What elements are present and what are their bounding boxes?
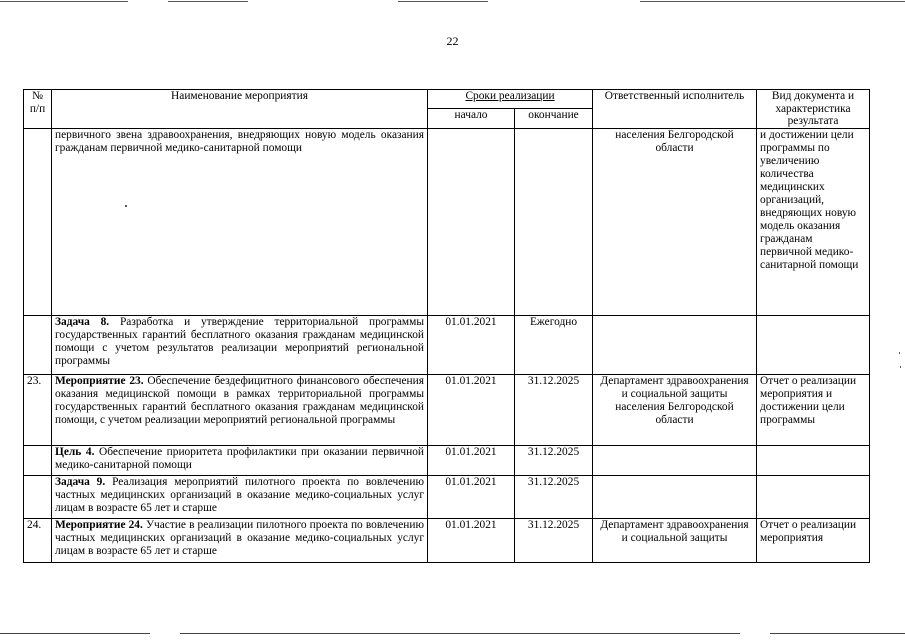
row-event-name: Задача 8. Разработка и утверждение территориальной программы государственных гарантий бесплатного оказания гражданам медицинской помощи с учетом результатов реализации мероприятий региональной программы bbox=[52, 315, 428, 374]
scan-speck bbox=[900, 366, 901, 368]
scan-edge-bottom bbox=[0, 632, 905, 635]
scan-edge-top bbox=[0, 0, 905, 3]
row-responsible bbox=[593, 315, 757, 374]
page-number: 22 bbox=[446, 34, 459, 48]
row-event-name: Мероприятие 23. Обеспечение бездефицитного финансового обеспечения оказания медицинской помощи в рамках территориальной программы государственных гарантий бесплатного оказания гражданам медицинской помощи, с учетом реализации мероприятий региональной программы bbox=[52, 374, 428, 445]
row-end-date bbox=[515, 128, 593, 315]
row-end-date: 31.12.2025 bbox=[515, 374, 593, 445]
row-event-name: первичного звена здравоохранения, внедряющих новую модель оказания гражданам первичной медико-санитарной помощи bbox=[52, 128, 428, 315]
row-document bbox=[757, 445, 870, 475]
row-number bbox=[24, 128, 52, 315]
table-row bbox=[24, 315, 870, 374]
header-event-name: Наименование мероприятия bbox=[52, 90, 428, 129]
table-row bbox=[24, 518, 870, 562]
scan-speck bbox=[125, 205, 127, 207]
header-end: окончание bbox=[515, 109, 593, 128]
row-end-date: 31.12.2025 bbox=[515, 445, 593, 475]
table-row bbox=[24, 374, 870, 445]
row-end-date: Ежегодно bbox=[515, 315, 593, 374]
header-start: начало bbox=[428, 109, 515, 128]
row-event-name: Цель 4. Обеспечение приоритета профилактики при оказании первичной медико-санитарной помощи bbox=[52, 445, 428, 475]
row-event-name: Мероприятие 24. Участие в реализации пилотного проекта по вовлечению частных медицинских организаций в оказание медико-социальных услуг лицам в возрасте 65 лет и старше bbox=[52, 518, 428, 562]
row-responsible bbox=[593, 475, 757, 518]
row-document bbox=[757, 315, 870, 374]
row-responsible: населения Белгородской области bbox=[593, 128, 757, 315]
row-responsible bbox=[593, 445, 757, 475]
row-end-date: 31.12.2025 bbox=[515, 518, 593, 562]
row-document: и достижении цели программы по увеличению количества медицинских организаций, внедряющих новую модель оказания гражданам первичной медико-санитарной помощи bbox=[757, 128, 870, 315]
row-number: 24. bbox=[24, 518, 52, 562]
row-start-date bbox=[428, 128, 515, 315]
event-plan-table bbox=[23, 89, 870, 563]
row-number: 23. bbox=[24, 374, 52, 445]
row-number bbox=[24, 445, 52, 475]
table-row bbox=[24, 475, 870, 518]
header-number: № п/п bbox=[24, 90, 52, 129]
row-responsible: Департамент здравоохранения и социальной защиты населения Белгородской области bbox=[593, 374, 757, 445]
header-responsible: Ответственный исполнитель bbox=[593, 90, 757, 129]
row-document bbox=[757, 475, 870, 518]
row-number bbox=[24, 315, 52, 374]
header-implementation-period: Сроки реализации bbox=[428, 90, 593, 109]
row-start-date: 01.01.2021 bbox=[428, 374, 515, 445]
row-start-date: 01.01.2021 bbox=[428, 475, 515, 518]
table-row bbox=[24, 445, 870, 475]
scan-speck bbox=[899, 352, 900, 354]
header-document-type: Вид документа и характеристика результата bbox=[757, 90, 870, 129]
table-header-row bbox=[24, 90, 870, 109]
row-number bbox=[24, 475, 52, 518]
row-end-date: 31.12.2025 bbox=[515, 475, 593, 518]
row-start-date: 01.01.2021 bbox=[428, 445, 515, 475]
row-start-date: 01.01.2021 bbox=[428, 315, 515, 374]
row-responsible: Департамент здравоохранения и социальной защиты bbox=[593, 518, 757, 562]
row-document: Отчет о реализации мероприятия bbox=[757, 518, 870, 562]
row-start-date: 01.01.2021 bbox=[428, 518, 515, 562]
row-event-name: Задача 9. Реализация мероприятий пилотного проекта по вовлечению частных медицинских организаций в оказание медико-социальных услуг лицам в возрасте 65 лет и старше bbox=[52, 475, 428, 518]
table-row bbox=[24, 128, 870, 315]
row-document: Отчет о реализации мероприятия и достижении цели программы bbox=[757, 374, 870, 445]
